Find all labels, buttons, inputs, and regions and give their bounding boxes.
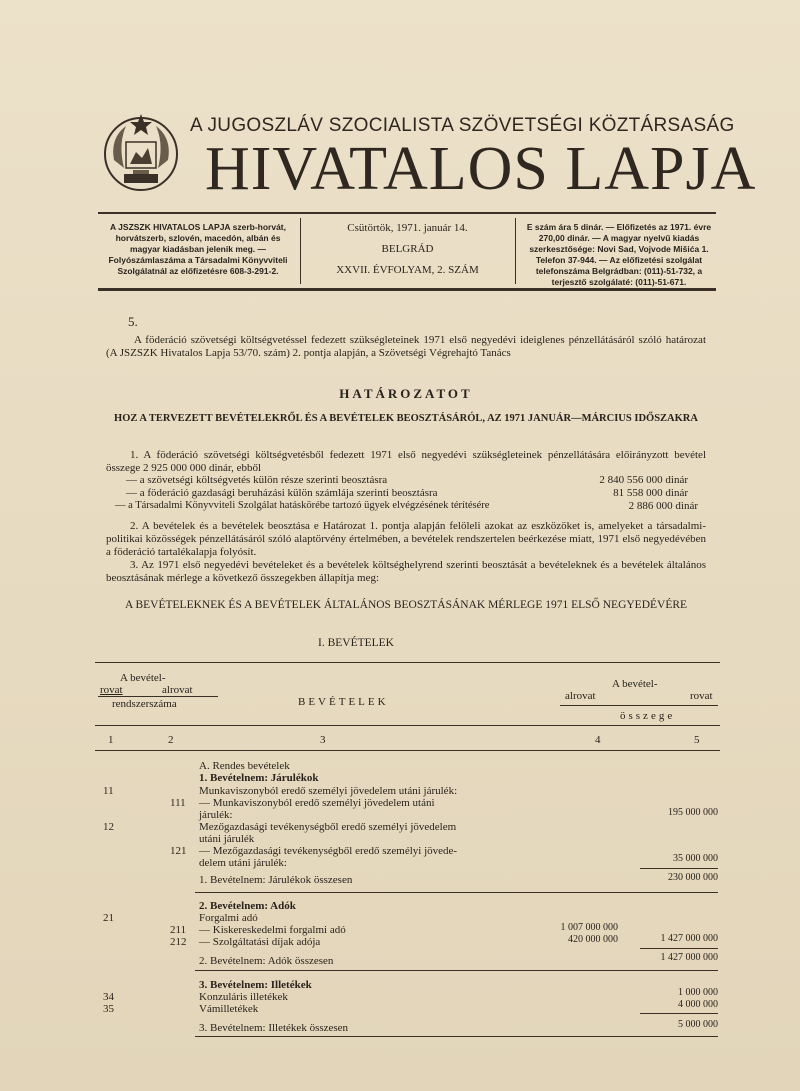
row-total-jarulekok: 1. Bevételnem: Járulékok összesen xyxy=(199,874,353,886)
table-rule-cols xyxy=(95,750,720,751)
item-1-text: — a szövetségi költségvetés külön része szerinti beosztásra xyxy=(126,474,388,486)
row-code: 21 xyxy=(103,912,114,924)
row-code: 11 xyxy=(103,785,114,797)
th-alrovat: alrovat xyxy=(162,684,193,696)
doc-number: 5. xyxy=(128,314,138,329)
row-total-amount: 1 427 000 000 xyxy=(660,952,718,963)
row-amount: 1 000 000 xyxy=(678,987,718,998)
th-alrovat-right: alrovat xyxy=(565,690,596,702)
th-rovat-right: rovat xyxy=(690,690,713,702)
header-left-info: A JSZSZK HIVATALOS LAPJA szerb-horvát, horvátszerb, szlovén, macedón, albán és magyar kiadásban jelenik meg. — Folyószámlaszáma a Társadalmi Könyvviteli Szolgálatnál az előfizetésre 608-3-291-2. xyxy=(108,222,288,276)
row-text: Konzuláris illetékek xyxy=(199,991,288,1003)
row-text: — Mezőgazdasági tevékenységből eredő személyi jövede- xyxy=(199,845,458,857)
th-bevetelek: BEVÉTELEK xyxy=(298,696,389,708)
row-text: Munkaviszonyból eredő személyi jövedelem utáni járulék: xyxy=(199,785,458,797)
row-amount: 4 000 000 xyxy=(678,999,718,1010)
col-num-4: 4 xyxy=(595,734,601,746)
state-emblem-icon xyxy=(100,108,182,198)
row-text: — Szolgáltatási díjak adója xyxy=(199,936,321,948)
row-code: 34 xyxy=(103,991,114,1003)
row-text: — Kiskereskedelmi forgalmi adó xyxy=(199,924,346,936)
row-total-adok: 2. Bevételnem: Adók összesen xyxy=(199,955,334,967)
col-num-3: 3 xyxy=(320,734,326,746)
table-rule-mid xyxy=(95,725,720,726)
intro-paragraph: A föderáció szövetségi költségvetéssel fedezett szükségleteinek 1971 első negyedévi ideiglenes pénzellátásáról szóló határozat (A JSZSZK Hivatalos Lapja 53/70. szám) 2. pontja alapján, a Szövetségi Végrehajtó Tanács xyxy=(106,334,706,359)
header-right-info: E szám ára 5 dinár. — Előfizetés az 1971. évre 270,00 dinár. — A magyar nyelvű kiadás szerkesztősége: Novi Sad, Vojvode Mišića 1. Telefon 37-944. — Az előfizetési szolgálat telefonszáma Belgrádban: (011)-51-732, a terjesztő szolgálaté: (011)-51-671. xyxy=(526,222,712,287)
row-amount: 195 000 000 xyxy=(668,807,718,818)
row-code: 211 xyxy=(170,924,187,936)
paragraph-3: 3. Az 1971 első negyedévi bevételeket és a bevételek költséghelyrend szerinti beosztását a bevételeknek és a bevételek általános beosztásának mérlege a következő összegekben állapítja meg: xyxy=(106,559,706,584)
section-rule xyxy=(195,970,718,971)
row-text: Forgalmi adó xyxy=(199,912,258,924)
row-jarulekok-heading: 1. Bevételnem: Járulékok xyxy=(199,772,319,784)
header-rule-top xyxy=(98,212,716,214)
row-text: Mezőgazdasági tevékenységből eredő személyi jövedelem xyxy=(199,821,457,833)
header-divider-left xyxy=(300,218,301,284)
th-rovat: rovat xyxy=(100,684,123,696)
table-rule-top xyxy=(95,662,720,663)
paragraph-1: 1. A föderáció szövetségi költségvetésből fedezett 1971 első negyedévi szükségleteinek pénzellátására előirányzott bevétel összege 2 925 000 000 dinár, ebből xyxy=(106,449,706,474)
row-text: járulék: xyxy=(199,809,233,821)
col-num-2: 2 xyxy=(168,734,174,746)
row-amount: 35 000 000 xyxy=(673,853,718,864)
th-rendszerszama: rendszerszáma xyxy=(112,698,177,710)
item-3-text: — a Társadalmi Könyvviteli Szolgálat hatáskörébe tartozó ügyek elvégzésének térítésére xyxy=(115,500,490,511)
col-num-1: 1 xyxy=(108,734,114,746)
row-code: 111 xyxy=(170,797,186,809)
item-1-amount: 2 840 556 000 dinár xyxy=(599,474,688,486)
subtotal-rule xyxy=(640,1013,718,1014)
row-text: Vámilletékek xyxy=(199,1003,259,1015)
section-rule xyxy=(195,1036,718,1037)
th-osszege: összege xyxy=(620,710,676,722)
subtotal-rule xyxy=(640,868,718,869)
gazette-title: HIVATALOS LAPJA xyxy=(205,135,757,203)
header-divider-right xyxy=(515,218,516,284)
item-2-amount: 81 558 000 dinár xyxy=(613,487,688,499)
row-total-amount: 5 000 000 xyxy=(678,1019,718,1030)
header-middle xyxy=(305,222,510,285)
row-code: 12 xyxy=(103,821,114,833)
balance-title: A BEVÉTELEKNEK ÉS A BEVÉTELEK ÁLTALÁNOS BEOSZTÁSÁNAK MÉRLEGE 1971 ELSŐ NEGYEDÉVÉRE xyxy=(124,599,688,611)
issue-city: BELGRÁD xyxy=(381,243,434,255)
th-left-top: A bevétel- xyxy=(120,672,166,684)
item-2-text: — a föderáció gazdasági beruházási külön számlája szerinti beosztásra xyxy=(126,487,438,499)
section-rule xyxy=(195,892,718,893)
row-rendes: A. Rendes bevételek xyxy=(199,760,290,772)
header-rule-bottom xyxy=(98,288,716,291)
issue-volume: XXVII. ÉVFOLYAM, 2. SZÁM xyxy=(336,264,479,276)
row-text: delem utáni járulék: xyxy=(199,857,287,869)
row-code: 212 xyxy=(170,936,187,948)
th-right-underline xyxy=(560,705,718,706)
col-num-5: 5 xyxy=(694,734,700,746)
row-code: 35 xyxy=(103,1003,114,1015)
section-heading: I. BEVÉTELEK xyxy=(317,637,394,649)
issue-date: Csütörtök, 1971. január 14. xyxy=(347,222,468,234)
th-left-underline xyxy=(98,696,218,697)
row-illetekek-heading: 3. Bevételnem: Illetékek xyxy=(199,979,312,991)
row-amount: 420 000 000 xyxy=(568,934,618,945)
row-amount: 1 427 000 000 xyxy=(660,933,718,944)
item-3-amount: 2 886 000 dinár xyxy=(628,500,698,512)
paragraph-2: 2. A bevételek és a bevételek beosztása e Határozat 1. pontja alapján felöleli azokat az eszközöket is, amelyeket a társadalmi-politikai közösségek pénzellátásáról szóló alaptörvény értelmében, a bevételek rendszertelen beérkezése miatt, 1971 első negyedévében a föderáció tartalékalapja folyósít. xyxy=(106,520,706,558)
row-total-illetekek: 3. Bevételnem: Illetékek összesen xyxy=(199,1022,349,1034)
decision-subtitle: HOZ A TERVEZETT BEVÉTELEKRŐL ÉS A BEVÉTELEK BEOSZTÁSÁRÓL, AZ 1971 JANUÁR—MÁRCIUS IDŐSZAKRA xyxy=(114,413,698,424)
row-amount: 1 007 000 000 xyxy=(560,922,618,933)
row-code: 121 xyxy=(170,845,187,857)
row-total-amount: 230 000 000 xyxy=(668,872,718,883)
subtotal-rule xyxy=(640,948,718,949)
th-right-top: A bevétel- xyxy=(612,678,658,690)
decision-heading: HATÁROZATOT xyxy=(339,386,473,401)
row-text: — Munkaviszonyból eredő személyi jövedelem utáni xyxy=(199,797,435,809)
row-adok-heading: 2. Bevételnem: Adók xyxy=(199,900,296,912)
row-text: utáni járulék xyxy=(199,833,255,845)
republic-title: A JUGOSZLÁV SZOCIALISTA SZÖVETSÉGI KÖZTÁRSASÁG xyxy=(190,115,735,136)
